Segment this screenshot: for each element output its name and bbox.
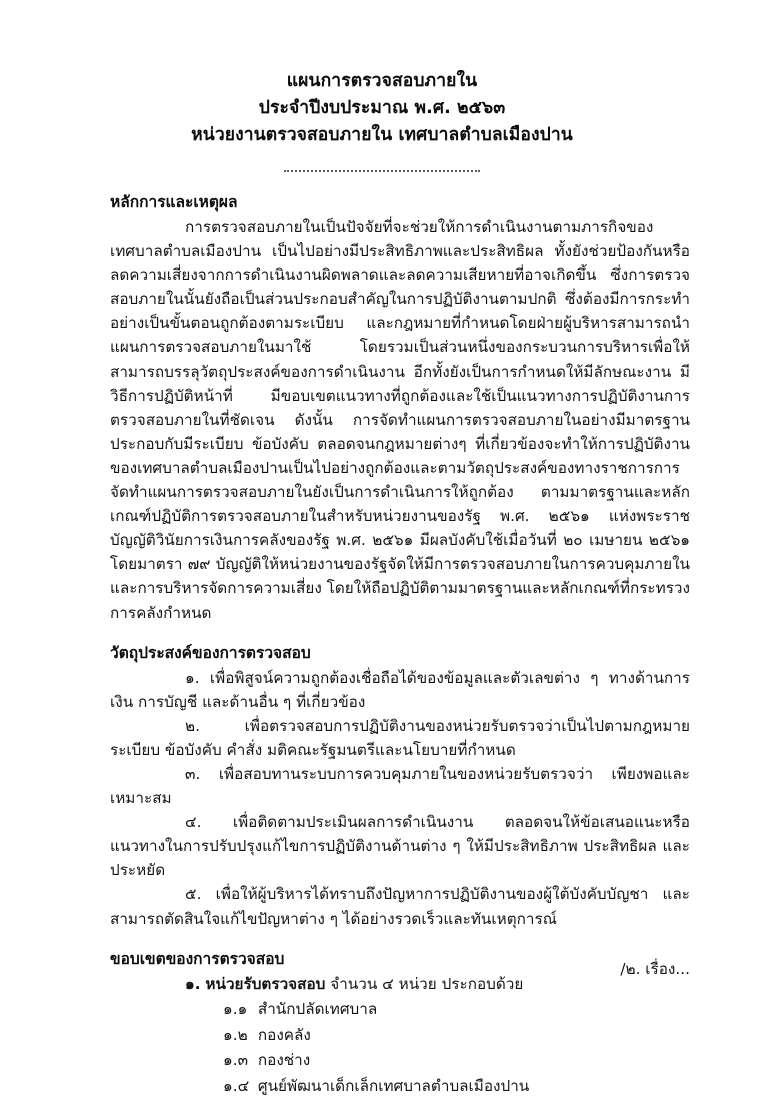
scope-sub-item-2 [223, 1023, 690, 1049]
scope-sub-item-4 [223, 1074, 690, 1099]
heading-principles: หลักการและเหตุผล [110, 193, 238, 211]
scope-sub-label-2: กองคลัง [257, 1025, 311, 1044]
title-line-2: ประจำปีงบประมาณ พ.ศ. ๒๕๖๓ [258, 98, 506, 118]
title-line-3: หน่วยงานตรวจสอบภายใน เทศบาลตำบลเมืองปาน [191, 125, 573, 145]
scope-main-strong: หน่วยรับตรวจสอบ [205, 974, 326, 993]
objective-item-2: ๒. เพื่อตรวจสอบการปฏิบัติงานของหน่วยรับตรวจว่าเป็นไปตามกฎหมาย ระเบียบ ข้อบังคับ คำสั่ง มติคณะรัฐมนตรีและนโยบายที่กำหนด [110, 716, 690, 759]
dotted-rule-icon [284, 170, 480, 173]
paragraph-principles: การตรวจสอบภายในเป็นปัจจัยที่จะช่วยให้การดำเนินงานตามภารกิจของเทศบาลตำบลเมืองปาน เป็นไปอย่างมีประสิทธิภาพและประสิทธิผล ทั้งยังช่วยป้องกันหรือลดความเสี่ยงจากการดำเนินงานผิดพลาดและลดความเสียหายที่อาจเกิดขึ้น ซึ่งการตรวจสอบภายในนั้นยังถือเป็นส่วนประกอบสำคัญในการปฏิบัติงานตามปกติ ซึ่งต้องมีการกระทำอย่างเป็นขั้นตอนถูกต้องตามระเบียบ และกฎหมายที่กำหนดโดยฝ่ายผู้บริหารสามารถนำแผนการตรวจสอบภายในมาใช้ โดยรวมเป็นส่วนหนึ่งของกระบวนการบริหารเพื่อให้สามารถบรรลุวัตถุประสงค์ของการดำเนินงาน อีกทั้งยังเป็นการกำหนดให้มีลักษณะงาน มีวิธีการปฏิบัติหน้าที่ มีขอบเขตแนวทางที่ถูกต้องและใช้เป็นแนวทางการปฏิบัติงานการตรวจสอบภายในที่ชัดเจน ดังนั้น การจัดทำแผนการตรวจสอบภายในอย่างมีมาตรฐานประกอบกับมีระเบียบ ข้อบังคับ ตลอดจนกฎหมายต่างๆ ที่เกี่ยวข้องจะทำให้การปฏิบัติงานของเทศบาลตำบลเมืองปานเป็นไปอย่างถูกต้องและตามวัตถุประสงค์ของทางราชการการจัดทำแผนการตรวจสอบภายในยังเป็นการดำเนินการให้ถูกต้อง ตามมาตรฐานและหลักเกณฑ์ปฏิบัติการตรวจสอบภายในสำหรับหน่วยงานของรัฐ พ.ศ. ๒๕๖๑ แห่งพระราชบัญญัติวินัยการเงินการคลังของรัฐ พ.ศ. ๒๕๖๑ มีผลบังคับใช้เมื่อวันที่ ๒๐ เมษายน ๒๕๖๑ โดยมาตรา ๗๙ บัญญัติให้หน่วยงานของรัฐจัดให้มีการตรวจสอบภายในการควบคุมภายใน และการบริหารจัดการความเสี่ยง โดยให้ถือปฏิบัติตามมาตรฐานและหลักเกณฑ์ที่กระทรวงการคลังกำหนด [110, 218, 690, 622]
scope-sub-list [185, 997, 690, 1099]
scope-sub-label-1: สำนักปลัดเทศบาล [257, 1000, 378, 1019]
document-title-block [0, 0, 764, 149]
scope-sub-item-3 [223, 1048, 690, 1074]
scope-sub-item-1 [223, 997, 690, 1023]
scope-list [110, 972, 690, 1099]
objective-item-4: ๔. เพื่อติดตามประเมินผลการดำเนินงาน ตลอดจนให้ข้อเสนอแนะหรือแนวทางในการปรับปรุงแก้ไขการปฏิบัติงานด้านต่าง ๆ ให้มีประสิทธิภาพ ประสิทธิผล และประหยัด [110, 813, 690, 880]
scope-main-item [110, 972, 690, 1099]
objectives-list [110, 666, 690, 931]
objective-item-3: ๓. เพื่อสอบทานระบบการควบคุมภายในของหน่วยรับตรวจว่า เพียงพอและเหมาะสม [110, 764, 690, 808]
scope-sub-number-2: ๑.๒ [223, 1025, 248, 1044]
scope-sub-number-1: ๑.๑ [223, 1000, 248, 1019]
heading-scope: ขอบเขตของการตรวจสอบ [110, 949, 285, 968]
scope-sub-label-4: ศูนย์พัฒนาเด็กเล็กเทศบาลตำบลเมืองปาน [257, 1076, 530, 1095]
scope-sub-number-3: ๑.๓ [223, 1051, 249, 1070]
heading-objectives: วัตถุประสงค์ของการตรวจสอบ [110, 643, 311, 662]
scope-main-number: ๑. [185, 974, 201, 993]
scope-sub-number-4: ๑.๔ [223, 1076, 250, 1095]
scope-main-rest: จำนวน ๔ หน่วย ประกอบด้วย [330, 974, 524, 993]
title-separator [0, 161, 764, 180]
objective-item-5: ๕. เพื่อให้ผู้บริหารได้ทราบถึงปัญหาการปฏิบัติงานของผู้ใต้บังคับบัญชา และสามารถตัดสินใจแก้ไขปัญหาต่าง ๆ ได้อย่างรวดเร็วและทันเหตุการณ์ [110, 885, 690, 928]
title-line-1: แผนการตรวจสอบภายใน [286, 71, 478, 91]
objective-item-1: ๑. เพื่อพิสูจน์ความถูกต้องเชื่อถือได้ของข้อมูลและตัวเลขต่าง ๆ ทางด้านการเงิน การบัญชี และด้านอื่น ๆ ที่เกี่ยวข้อง [110, 668, 690, 711]
scope-sub-label-3: กองช่าง [257, 1051, 311, 1070]
footer-page-continuation: /๒. เรื่อง... [620, 960, 690, 978]
